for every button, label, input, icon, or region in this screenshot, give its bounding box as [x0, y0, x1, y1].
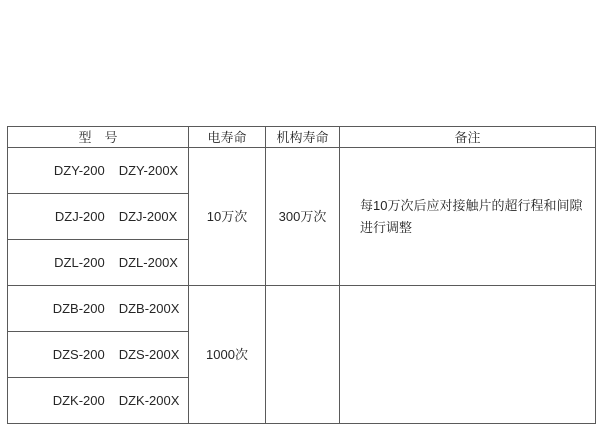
model-cell-dzk	[8, 378, 189, 424]
model-x-label: DZB-200X	[118, 301, 180, 316]
model-cell-dzy	[8, 148, 189, 194]
model-cell-dzs	[8, 332, 189, 378]
header-model-cell: 型 号	[8, 127, 189, 148]
mechanism-life-group2-cell	[266, 286, 340, 424]
model-x-label: DZS-200X	[118, 347, 180, 362]
model-x-label: DZK-200X	[118, 393, 180, 408]
model-label: DZS-200	[52, 347, 105, 362]
header-electrical-life-cell: 电寿命	[189, 127, 266, 148]
model-x-label: DZL-200X	[118, 255, 178, 270]
model-label: DZB-200	[52, 301, 105, 316]
table-row-dzb	[8, 286, 596, 332]
mechanism-life-group1-cell: 300万次	[266, 148, 340, 286]
electrical-life-group2-cell: 1000次	[189, 286, 266, 424]
model-cell-dzl	[8, 240, 189, 286]
spec-table	[7, 126, 596, 424]
remarks-line-2: 进行调整	[360, 219, 413, 235]
model-x-label: DZJ-200X	[118, 209, 178, 224]
model-label: DZJ-200	[54, 209, 105, 224]
model-label: DZK-200	[52, 393, 105, 408]
table-row-dzy	[8, 148, 596, 194]
header-row	[8, 127, 596, 148]
model-x-label: DZY-200X	[118, 163, 179, 178]
remarks-group1-cell	[340, 148, 596, 286]
header-mechanism-life-cell: 机构寿命	[266, 127, 340, 148]
model-cell-dzb	[8, 286, 189, 332]
header-remarks-cell: 备注	[340, 127, 596, 148]
model-label: DZY-200	[53, 163, 105, 178]
remarks-line-1: 每10万次后应对接触片的超行程和间隙	[360, 197, 583, 213]
model-label: DZL-200	[54, 255, 105, 270]
electrical-life-group1-cell: 10万次	[189, 148, 266, 286]
model-cell-dzj	[8, 194, 189, 240]
remarks-group2-cell	[340, 286, 596, 424]
